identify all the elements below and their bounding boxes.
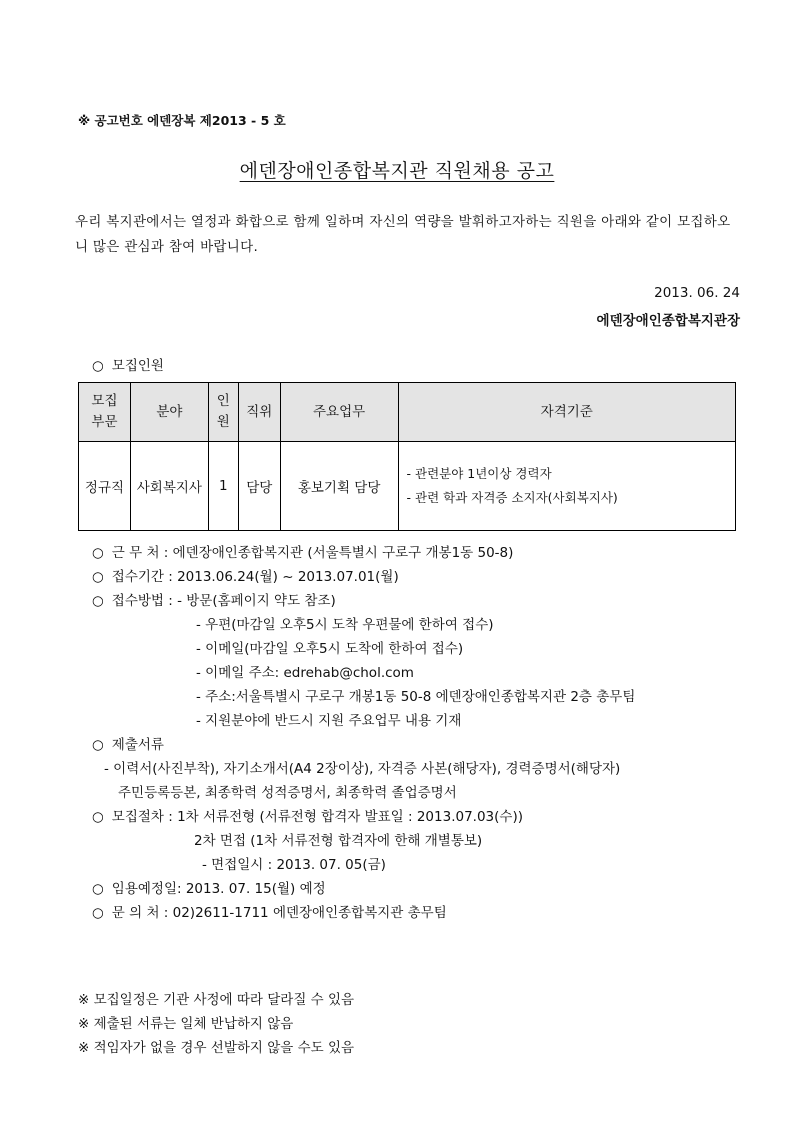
cell-count: 1: [208, 442, 238, 531]
process-line: ○ 모집절차 : 1차 서류전형 (서류전형 합격자 발표일 : 2013.07.03(수)): [92, 809, 523, 825]
method-address-line: - 주소:서울특별시 구로구 개봉1동 50-8 에덴장애인종합복지관 2층 총무팀: [196, 689, 636, 705]
header-field: 분야: [130, 383, 208, 442]
cell-field: 사회복지사: [130, 442, 208, 531]
method-email-address-line: - 이메일 주소: edrehab@chol.com: [196, 665, 414, 681]
header-duty: 주요업무: [280, 383, 398, 442]
intro-paragraph: 우리 복지관에서는 열정과 화합으로 함께 일하며 자신의 역량을 발휘하고자하는 직원을 아래와 같이 모집하오니 많은 관심과 참여 바랍니다.: [75, 214, 731, 255]
qualification-2: - 관련 학과 자격증 소지자(사회복지사): [406, 490, 618, 505]
recruit-table: [78, 382, 736, 531]
interview-date-line: - 면접일시 : 2013. 07. 05(금): [202, 857, 386, 873]
notice-number: ※ 공고번호 에덴장복 제2013 - 5 호: [78, 113, 286, 128]
recruit-heading-text: 모집인원: [111, 358, 164, 374]
process-line-2: 2차 면접 (1차 서류전형 합격자에 한해 개별통보): [194, 833, 483, 849]
announcement-date: 2013. 06. 24: [654, 285, 740, 301]
header-qualification: 자격기준: [398, 383, 735, 442]
header-dept: 모집 부문: [79, 383, 131, 442]
circle-bullet-icon: ○: [92, 809, 104, 825]
docs-line-1: - 이력서(사진부착), 자기소개서(A4 2장이상), 자격증 사본(해당자), 경력증명서(해당자): [104, 761, 621, 777]
issuer-name: 에덴장애인종합복지관장: [596, 313, 740, 329]
docs-line-2: 주민등록등본, 최종학력 성적증명서, 최종학력 졸업증명서: [118, 785, 457, 801]
recruit-section-heading: [92, 354, 164, 374]
header-position: 직위: [238, 383, 280, 442]
method-mail-line: - 우편(마감일 오후5시 도착 우편물에 한하여 접수): [196, 617, 494, 633]
period-line: ○ 접수기간 : 2013.06.24(월) ~ 2013.07.01(월): [92, 569, 399, 585]
cell-position: 담당: [238, 442, 280, 531]
table-header-row: [79, 383, 736, 442]
method-email-line: - 이메일(마감일 오후5시 도착에 한하여 접수): [196, 641, 464, 657]
cell-qualification: [398, 442, 735, 531]
appointment-line: ○ 임용예정일: 2013. 07. 15(월) 예정: [92, 881, 326, 897]
workplace-line: ○ 근 무 처 : 에덴장애인종합복지관 (서울특별시 구로구 개봉1동 50-8): [92, 545, 514, 561]
method-line: ○ 접수방법 : - 방문(홈페이지 약도 참조): [92, 593, 336, 609]
contact-line: ○ 문 의 처 : 02)2611-1711 에덴장애인종합복지관 총무팀: [92, 905, 447, 921]
footnote-2: ※ 제출된 서류는 일체 반납하지 않음: [78, 1016, 294, 1032]
circle-bullet-icon: ○: [92, 881, 104, 897]
method-note-line: - 지원분야에 반드시 지원 주요업무 내용 기재: [196, 713, 462, 729]
header-count: 인 원: [208, 383, 238, 442]
cell-dept: 정규직: [79, 442, 131, 531]
docs-heading: ○ 제출서류: [92, 737, 164, 753]
qualification-1: - 관련분야 1년이상 경력자: [406, 466, 552, 481]
cell-duty: 홍보기획 담당: [280, 442, 398, 531]
circle-bullet-icon: ○: [92, 545, 104, 561]
circle-bullet-icon: ○: [92, 905, 104, 921]
footnote-3: ※ 적임자가 없을 경우 선발하지 않을 수도 있음: [78, 1040, 355, 1056]
table-row: [79, 442, 736, 531]
footnote-1: ※ 모집일정은 기관 사정에 따라 달라질 수 있음: [78, 992, 355, 1008]
circle-bullet-icon: ○: [92, 737, 104, 753]
circle-bullet-icon: ○: [92, 569, 104, 585]
page-title: 에덴장애인종합복지관 직원채용 공고: [239, 160, 555, 182]
circle-bullet-icon: ○: [92, 358, 104, 374]
circle-bullet-icon: ○: [92, 593, 104, 609]
